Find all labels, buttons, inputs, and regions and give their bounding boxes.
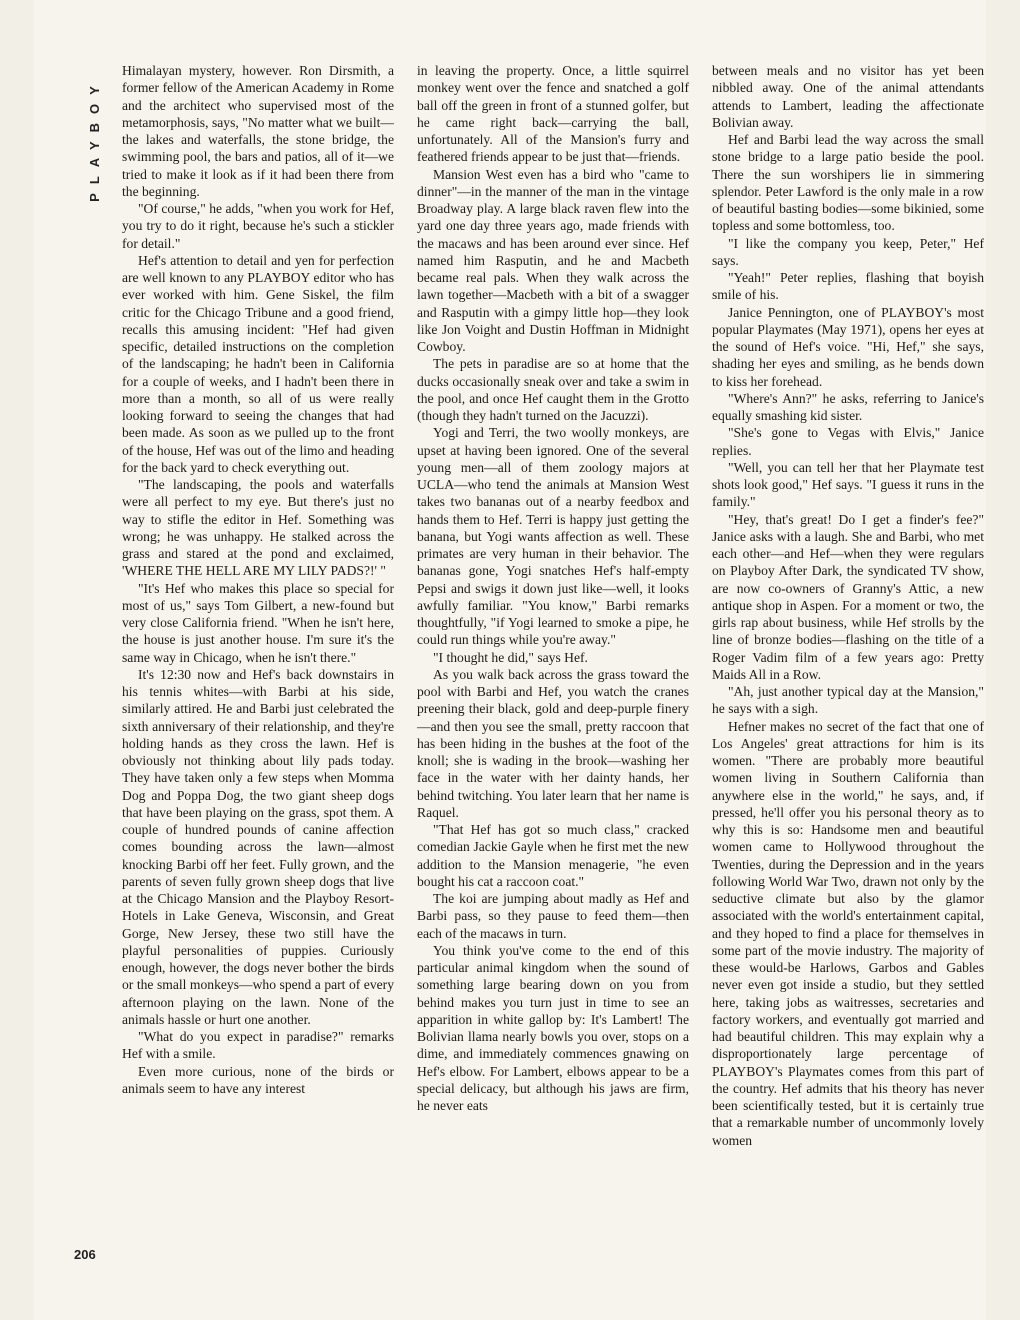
paragraph: "It's Hef who makes this place so special for most of us," says Tom Gilbert, a new-found but very close California friend. "When he isn't here, the house is just another house. I'm sure it's the same way in Chicago, when he isn't there." [122,580,394,665]
paragraph: in leaving the property. Once, a little squirrel monkey went over the fence and snatched a golf ball off the green in front of a stunned golfer, but he came right back—carrying the ball, unfortunately. All of the Mansion's furry and feathered friends appear to be just that—friends. [417,63,689,165]
paragraph: between meals and no visitor has yet been nibbled away. One of the animal attendants attends to Lambert, leading the affectionate Bolivian away. [712,63,984,130]
paragraph: The koi are jumping about madly as Hef and Barbi pass, so they pause to feed them—then each of the macaws in turn. [417,891,689,941]
running-head-text: PLAYBOY [87,77,102,202]
paragraph: Yogi and Terri, the two woolly monkeys, are upset at having been ignored. One of the several young men—all of them zoology majors at UCLA—who tend the animals at Mansion West takes two bananas out of a nearby feedbox and hands them to Hef. Terri is happy just getting the banana, but Yogi wants affection as well. These primates are very human in their behavior. The bananas gone, Yogi snatches Hef's half-empty Pepsi and swigs it down just like—well, it looks awfully familiar. "You know," Barbi remarks thoughtfully, "if Yogi learned to smoke a pipe, he could run things while you're away." [417,425,689,648]
column-2 [417,62,689,1114]
paragraph: Even more curious, none of the birds or animals seem to have any interest [122,1063,394,1096]
paragraph: "Well, you can tell her that her Playmate test shots look good," Hef says. "I guess it runs in the family." [712,459,984,510]
paragraph: It's 12:30 now and Hef's back downstairs in his tennis whites—with Barbi at his side, similarly attired. He and Barbi just celebrated the sixth anniversary of their relationship, and they're holding hands as they cross the lawn. Hef is obviously not thinking about lily pads today. They have taken only a few steps when Momma Dog and Poppa Dog, the two giant sheep dogs that have been playing on the grass, spot them. A couple of hundred pounds of canine affection comes bounding across the lawn—almost knocking Barbi off her feet. Fully grown, and the parents of seven fully grown sheep dogs that live at the Chicago Mansion and the Playboy Resort-Hotels in Lake Geneva, Wisconsin, and Great Gorge, New Jersey, these two still have the playful personalities of puppies. Curiously enough, however, the dogs never bother the birds or the small monkeys—who spend a part of every afternoon playing on the lawn. None of the animals hassle or hurt one another. [122,666,394,1027]
paragraph: "I thought he did," says Hef. [433,649,588,665]
paragraph: As you walk back across the grass toward the pool with Barbi and Hef, you watch the cranes preening their black, gold and deep-purple finery—and then you see the small, pretty raccoon that has been hiding in the bushes at the foot of the knoll; she is wading in the brook—washing her face in the water with her dainty hands, her behind twitching. You later learn that her name is Raquel. [417,666,689,820]
paragraph: The pets in paradise are so at home that the ducks occasionally sneak over and take a swim in the pool, and once Hef caught them in the Grotto (though they hadn't turned on the Jacuzzi). [417,356,689,423]
paragraph: Hef's attention to detail and yen for perfection are well known to any PLAYBOY editor who has ever worked with him. Gene Siskel, the film critic for the Chicago Tribune and a good friend, recalls this amusing incident: "Hef had given specific, detailed instructions on the completion of the landscaping; he hadn't been in California for a couple of weeks, and I hadn't been there in more than a month, so all of us were really looking forward to seeing the changes that had been made. As soon as we pulled up to the front of the house, Hef was out of the limo and heading for the back yard to check everything out. [122,252,394,475]
paragraph: "Where's Ann?" he asks, referring to Janice's equally smashing kid sister. [712,390,984,423]
paragraph: Mansion West even has a bird who "came to dinner"—in the manner of the man in the vintage Broadway play. A large black raven flew into the yard one day three years ago, made friends with the macaws and has been around ever since. Hef named him Rasputin, and he and Macbeth became real pals. When they walk across the lawn together—Macbeth with a bit of a swagger and Rasputin with a gimpy little hop—they look like Jon Voight and Dustin Hoffman in Midnight Cowboy. [417,166,689,354]
paragraph: "What do you expect in paradise?" remarks Hef with a smile. [122,1029,394,1062]
paragraph: Hefner makes no secret of the fact that one of Los Angeles' great attractions for him is its women. "There are probably more beautiful women living in Southern California than anywhere else in the world," he says, and, if pressed, he'll offer you his personal theory as to why this is so: Handsome men and beautiful women came to Hollywood throughout the Twenties, during the Depression and in the years following World War Two, drawn not only by the seductive climate but also by the glamor associated with the world's entertainment capital, and they hoped to find a place for themselves in some part of the movie industry. The majority of these would-be Harlows, Garbos and Gables never even got inside a studio, but they settled here, taking jobs as waitresses, secretaries and factory workers, and eventually got married and had beautiful children. This may explain why a disproportionately large percentage of PLAYBOY's Playmates comes from this part of the country. Hef admits that his theory has never been scientifically tested, but it is certainly true that a remarkable number of uncommonly lovely women [712,718,984,1148]
running-head [84,62,104,222]
paragraph: Hef and Barbi lead the way across the small stone bridge to a large patio beside the pool. There the sun worshipers lie in simmering splendor. Peter Lawford is the only male in a row of beautiful basting bodies—some bikinied, some topless and some bottomless, too. [712,132,984,234]
paragraph: You think you've come to the end of this particular animal kingdom when the sound of something large bearing down on you from behind makes you turn just in time to see an apparition in white gallop by: It's Lambert! The Bolivian llama nearly bowls you over, stops on a dime, and immediately commences gnawing on Hef's elbow. For Lambert, elbows appear to be a special delicacy, but although his jaws are firm, he never eats [417,942,689,1113]
page-number: 206 [74,1247,96,1262]
paragraph: "I like the company you keep, Peter," Hef says. [712,235,984,268]
column-3 [712,62,984,1149]
column-1 [122,62,394,1097]
paragraph: "That Hef has got so much class," cracked comedian Jackie Gayle when he first met the new addition to the Mansion menagerie, "he even bought his cat a raccoon coat." [417,822,689,889]
paragraph: "The landscaping, the pools and waterfalls were all perfect to my eye. But there's just no way to stifle the editor in Hef. Something was wrong; he was unhappy. He stalked across the grass and stared at the pond and exclaimed, 'WHERE THE HELL ARE MY LILY PADS?!' " [122,477,394,579]
paragraph: "Yeah!" Peter replies, flashing that boyish smile of his. [712,270,984,303]
paragraph: "She's gone to Vegas with Elvis," Janice replies. [712,425,984,458]
magazine-page [34,0,986,1320]
paragraph: Janice Pennington, one of PLAYBOY's most popular Playmates (May 1971), opens her eyes at the sound of Hef's voice. "Hi, Hef," she says, shading her eyes and smiling, as he bends down to kiss her forehead. [712,304,984,389]
paragraph: Himalayan mystery, however. Ron Dirsmith, a former fellow of the American Academy in Rome and the architect who supervised most of the metamorphosis, says, "No matter what we built—the lakes and waterfalls, the stone bridge, the swimming pool, the bars and patios, all of it—we tried to make it look as if it had been there from the beginning. [122,63,394,199]
paragraph: "Ah, just another typical day at the Mansion," he says with a sigh. [712,684,984,717]
paragraph: "Of course," he adds, "when you work for Hef, you try to do it right, because he's such a stickler for detail." [122,201,394,251]
paragraph: "Hey, that's great! Do I get a finder's fee?" Janice asks with a laugh. She and Barbi, who met each other—and Hef—when they were regulars on Playboy After Dark, the syndicated TV show, are now co-owners of Granny's Attic, a new antique shop in Aspen. For a moment or two, the girls rap about business, while Hef strolls by the line of bronze bodies—flashing on the title of a Roger Vadim film of a few years ago: Pretty Maids All in a Row. [712,511,984,682]
